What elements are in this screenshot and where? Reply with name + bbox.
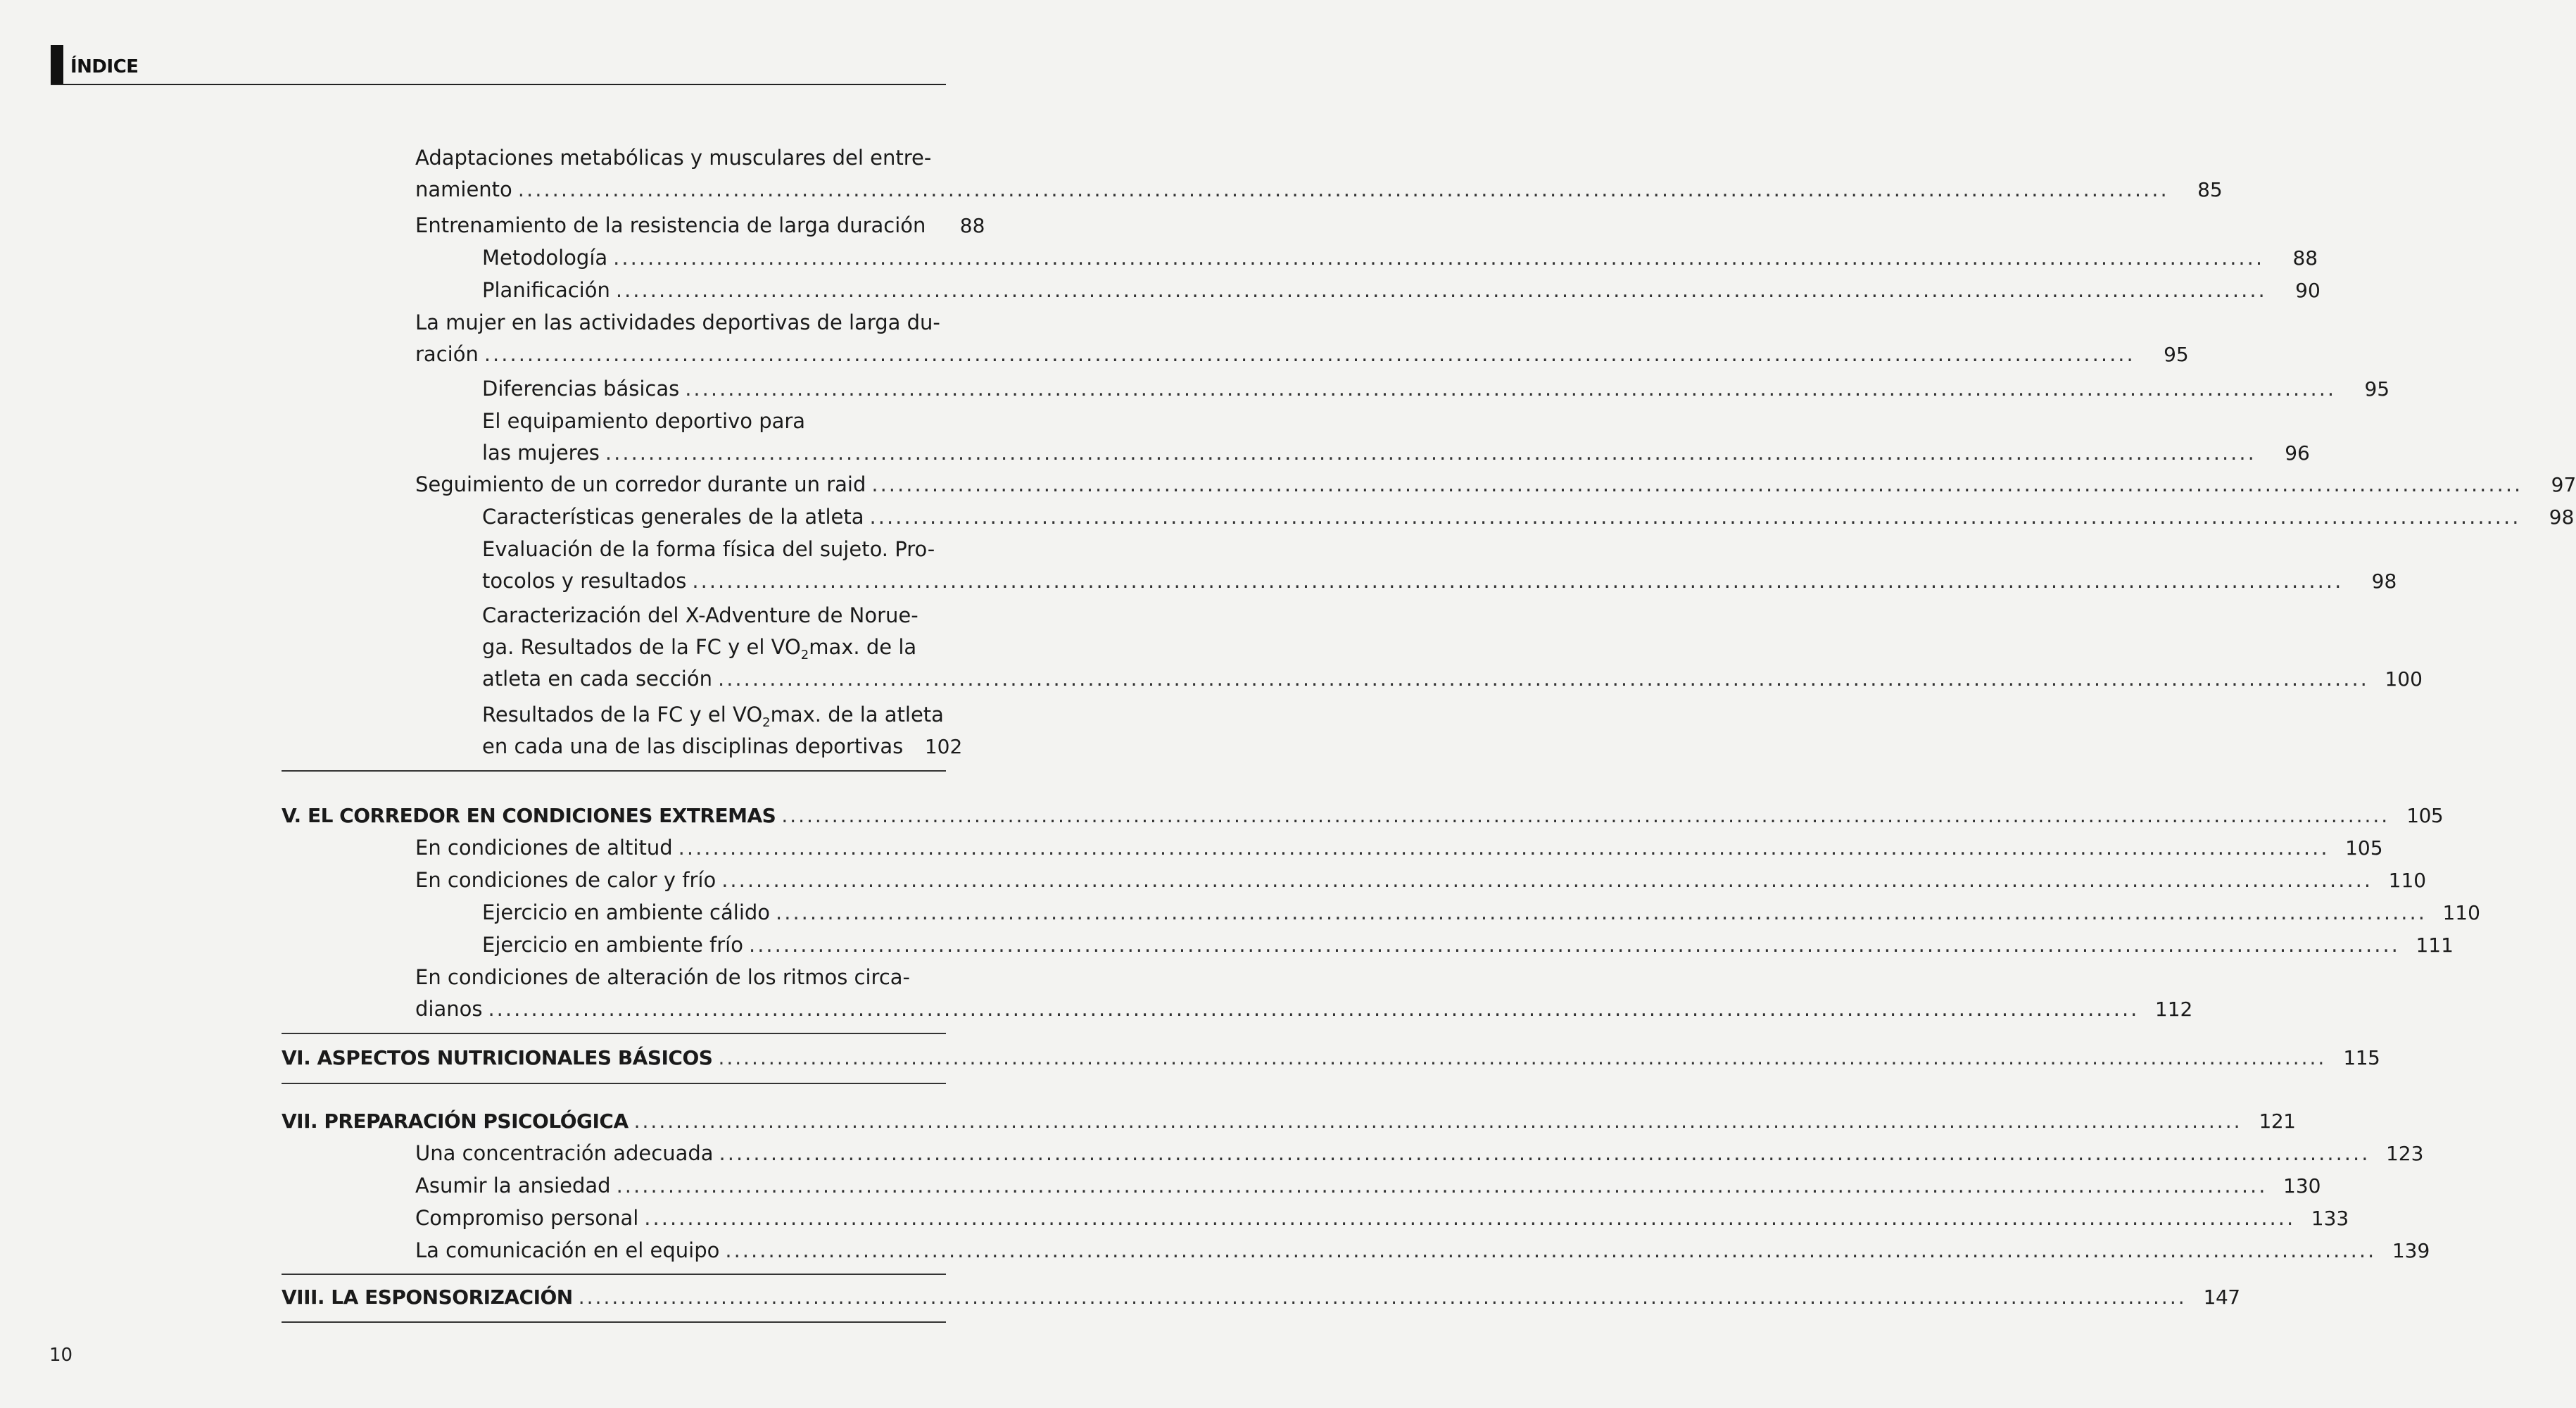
toc-entry bbox=[482, 406, 2310, 469]
toc-page-number: 123 bbox=[2385, 1142, 2424, 1165]
toc-entry-text: namiento bbox=[415, 177, 512, 201]
leader-dots bbox=[617, 1170, 2268, 1202]
toc-entry bbox=[415, 962, 2193, 1025]
toc-page-number: 100 bbox=[2385, 667, 2423, 691]
toc-page-number: 97 bbox=[2551, 473, 2576, 496]
toc-entry bbox=[415, 142, 2223, 206]
leader-dots bbox=[781, 800, 2389, 831]
toc-entry-text: En condiciones de calor y frío bbox=[415, 868, 716, 892]
toc-page-number: 105 bbox=[2406, 804, 2444, 827]
toc-entry-text: Características generales de la atleta bbox=[482, 505, 864, 529]
section-rule bbox=[282, 1274, 946, 1275]
toc-page-number: 112 bbox=[2154, 998, 2193, 1021]
toc-entry-text: Compromiso personal bbox=[415, 1206, 639, 1230]
toc-entry-text: La mujer en las actividades deportivas de larga du- bbox=[415, 310, 940, 334]
leader-dots bbox=[678, 832, 2330, 864]
leader-dots bbox=[488, 993, 2139, 1025]
section-rule bbox=[282, 1083, 946, 1084]
toc-entry bbox=[415, 865, 2427, 896]
leader-dots bbox=[605, 437, 2256, 469]
toc-entry-text: ración bbox=[415, 342, 479, 366]
toc-page-number: 90 bbox=[2295, 279, 2321, 302]
toc-page-number: 110 bbox=[2388, 869, 2427, 892]
toc-entry bbox=[415, 469, 2576, 501]
toc-entry-text: atleta en cada sección bbox=[482, 667, 712, 691]
leader-dots bbox=[718, 663, 2369, 695]
leader-dots bbox=[644, 1202, 2295, 1234]
leader-dots bbox=[484, 339, 2135, 370]
leader-dots bbox=[718, 1042, 2326, 1074]
toc-entry-text: Evaluación de la forma física del sujeto. Pro- bbox=[482, 537, 935, 561]
toc-section-title: VII. PREPARACIÓN PSICOLÓGICA bbox=[282, 1110, 629, 1133]
toc-page-number: 105 bbox=[2345, 836, 2383, 860]
toc-entry bbox=[415, 1138, 2424, 1169]
toc-page-number: 139 bbox=[2392, 1239, 2430, 1262]
toc-entry-text bbox=[482, 631, 950, 663]
toc-entry-text: En condiciones de alteración de los ritmos circa- bbox=[415, 965, 911, 989]
leader-dots bbox=[634, 1105, 2242, 1137]
toc-page-number: 98 bbox=[2549, 505, 2575, 529]
leader-dots bbox=[685, 373, 2336, 405]
toc-text-fragment: max. de la bbox=[809, 635, 917, 659]
toc-page-number: 95 bbox=[2164, 343, 2189, 366]
toc-section-title: VI. ASPECTOS NUTRICIONALES BÁSICOS bbox=[282, 1046, 713, 1069]
toc-entry-text: Ejercicio en ambiente frío bbox=[482, 933, 743, 957]
page-number: 10 bbox=[49, 1345, 73, 1366]
toc-entry bbox=[482, 600, 2423, 695]
toc-section-entry bbox=[282, 1105, 2296, 1137]
toc-entry-text: dianos bbox=[415, 997, 483, 1021]
section-rule bbox=[282, 1033, 946, 1034]
toc-entry-text: Planificación bbox=[482, 278, 610, 302]
toc-entry-text: En condiciones de altitud bbox=[415, 836, 673, 860]
toc-entry bbox=[415, 1202, 2349, 1234]
toc-entry-text: Metodología bbox=[482, 246, 608, 270]
toc-page-number: 130 bbox=[2283, 1174, 2321, 1198]
toc-entry-text: El equipamiento deportivo para bbox=[482, 409, 806, 433]
leader-dots bbox=[518, 174, 2169, 206]
toc-text-fragment: max. de la atleta bbox=[770, 703, 944, 727]
leader-dots bbox=[725, 1235, 2376, 1266]
toc-section-entry bbox=[282, 1042, 2380, 1074]
toc-entry-text: Asumir la ansiedad bbox=[415, 1174, 611, 1198]
toc-entry-text bbox=[482, 699, 950, 731]
toc-entry-text: Una concentración adecuada bbox=[415, 1141, 714, 1165]
leader-dots bbox=[579, 1281, 2187, 1313]
toc-section-title: V. EL CORREDOR EN CONDICIONES EXTREMAS bbox=[282, 804, 776, 827]
toc-entry-text: Caracterización del X-Adventure de Norue- bbox=[482, 603, 918, 627]
toc-entry bbox=[415, 210, 985, 241]
toc-entry bbox=[482, 242, 2318, 274]
toc-page-number: 98 bbox=[2371, 570, 2397, 593]
toc-entry bbox=[415, 1170, 2321, 1202]
toc-page-number: 95 bbox=[2364, 377, 2390, 401]
subscript: 2 bbox=[762, 715, 771, 730]
toc-text-fragment: ga. Resultados de la FC y el VO bbox=[482, 635, 801, 659]
toc-section-title: VIII. LA ESPONSORIZACIÓN bbox=[282, 1286, 573, 1309]
toc-entry-text: las mujeres bbox=[482, 441, 600, 465]
leader-dots bbox=[776, 897, 2427, 929]
toc-entry-text: en cada una de las disciplinas deportivas bbox=[482, 734, 904, 758]
leader-dots bbox=[749, 929, 2400, 961]
toc-page-number: 88 bbox=[2292, 246, 2318, 270]
toc-entry-text: Adaptaciones metabólicas y musculares del entre- bbox=[415, 146, 932, 170]
leader-dots bbox=[692, 565, 2343, 597]
toc-text-fragment: Resultados de la FC y el VO bbox=[482, 703, 763, 727]
toc-section-entry bbox=[282, 800, 2444, 831]
toc-entry-text: Diferencias básicas bbox=[482, 377, 680, 401]
toc-entry bbox=[482, 373, 2390, 405]
toc-entry-text: Entrenamiento de la resistencia de larga duración bbox=[415, 213, 926, 237]
toc-entry bbox=[482, 275, 2321, 306]
toc-entry bbox=[482, 929, 2454, 961]
toc-page-number: 102 bbox=[924, 735, 963, 758]
toc-page-number: 121 bbox=[2259, 1110, 2296, 1133]
leader-dots bbox=[719, 1138, 2370, 1169]
leader-dots bbox=[871, 469, 2523, 501]
page-title: ÍNDICE bbox=[70, 56, 139, 77]
leader-dots bbox=[616, 275, 2267, 306]
toc-entry-text: tocolos y resultados bbox=[482, 569, 687, 593]
toc-entry-text: La comunicación en el equipo bbox=[415, 1238, 720, 1262]
section-rule bbox=[282, 1321, 946, 1323]
toc-page-number: 85 bbox=[2197, 178, 2223, 201]
toc-entry-text: Ejercicio en ambiente cálido bbox=[482, 900, 771, 924]
subscript: 2 bbox=[800, 647, 809, 662]
toc-entry bbox=[482, 897, 2480, 929]
toc-page-number: 96 bbox=[2285, 441, 2310, 465]
leader-dots bbox=[870, 501, 2521, 533]
toc-entry bbox=[482, 501, 2575, 533]
leader-dots bbox=[613, 242, 2264, 274]
toc-page-number: 133 bbox=[2311, 1207, 2349, 1230]
toc-entry bbox=[415, 307, 2189, 370]
toc-page-number: 147 bbox=[2203, 1286, 2240, 1309]
toc-entry bbox=[482, 534, 2397, 597]
toc-entry bbox=[482, 699, 963, 762]
toc-page-number: 110 bbox=[2442, 901, 2480, 924]
toc-entry bbox=[415, 832, 2383, 864]
toc-entry-text: Seguimiento de un corredor durante un raid bbox=[415, 472, 866, 496]
section-rule bbox=[282, 770, 946, 772]
toc-page-number: 88 bbox=[959, 214, 985, 237]
leader-dots bbox=[721, 865, 2373, 896]
toc-page-number: 111 bbox=[2416, 934, 2454, 957]
toc-entry bbox=[415, 1235, 2430, 1266]
toc-section-entry bbox=[282, 1281, 2240, 1313]
toc-page-number: 115 bbox=[2343, 1046, 2380, 1069]
